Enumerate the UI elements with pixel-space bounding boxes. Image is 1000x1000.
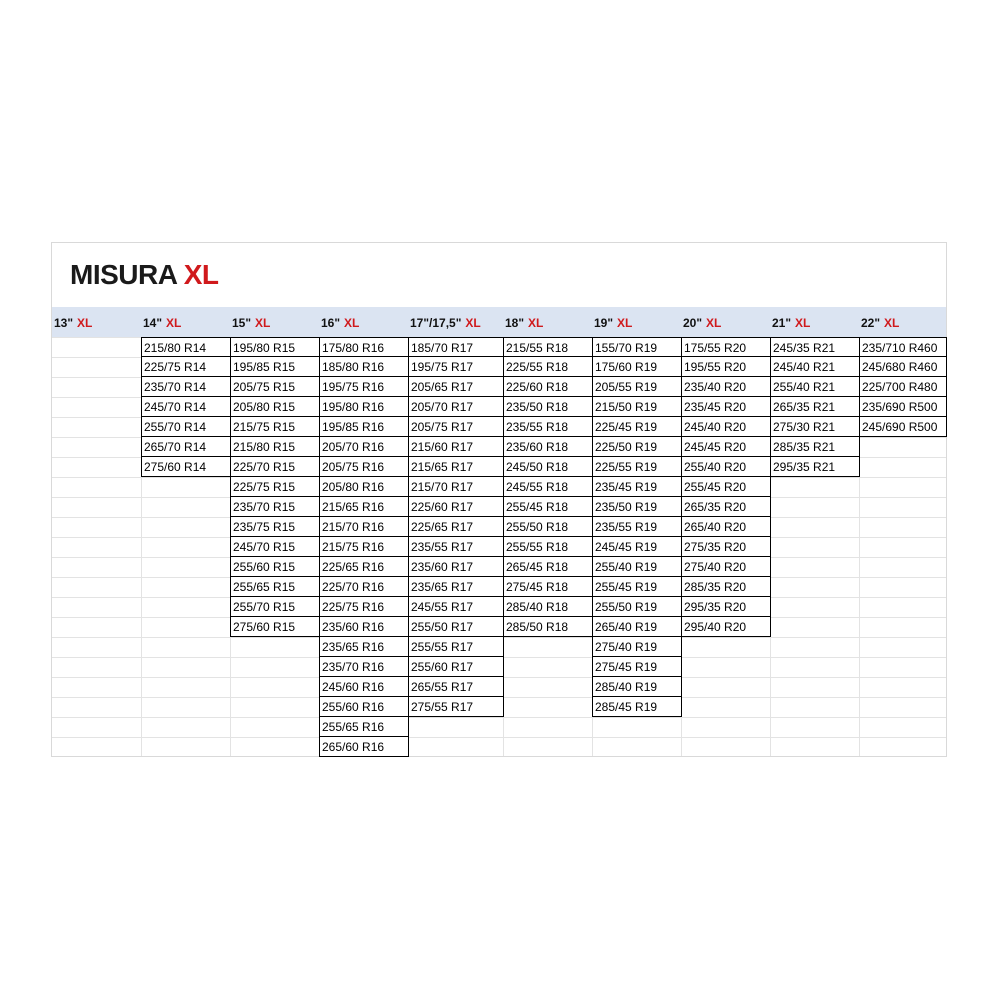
tire-size-cell: 215/80 R14 [141,337,231,357]
tire-size-cell: 155/70 R19 [592,337,682,357]
tire-size-cell: 175/80 R16 [319,337,409,357]
tire-size-cell: 265/55 R17 [408,677,504,697]
size-table-sheet [51,242,947,757]
column-header-row [52,307,946,337]
tire-size-cell: 185/80 R16 [319,357,409,377]
column-header [408,307,505,337]
tire-size-cell: 295/35 R21 [770,457,860,477]
tire-size-cell: 245/55 R17 [408,597,504,617]
tire-size-cell: 195/85 R16 [319,417,409,437]
tire-size-cell: 245/50 R18 [503,457,593,477]
column-header-label: 20" [683,316,703,330]
tire-size-cell: 205/80 R15 [230,397,320,417]
tire-size-cell: 225/70 R15 [230,457,320,477]
tire-size-cell: 245/70 R15 [230,537,320,557]
tire-size-cell: 265/60 R16 [319,737,409,757]
tire-size-cell: 185/70 R17 [408,337,504,357]
tire-size-cell: 255/45 R19 [592,577,682,597]
tire-size-cell: 195/80 R15 [230,337,320,357]
column-header-label: 21" [772,316,792,330]
column-header-xl-tag: XL [528,316,544,330]
tire-size-cell: 255/40 R20 [681,457,771,477]
tire-size-cell: 285/35 R21 [770,437,860,457]
tire-size-cell: 285/40 R19 [592,677,682,697]
tire-size-cell: 195/80 R16 [319,397,409,417]
tire-size-cell: 225/45 R19 [592,417,682,437]
column-header [52,307,143,337]
tire-size-cell: 255/70 R14 [141,417,231,437]
tire-size-cell: 255/40 R19 [592,557,682,577]
tire-size-cell: 195/75 R16 [319,377,409,397]
tire-size-cell: 235/70 R15 [230,497,320,517]
tire-size-cell: 205/70 R16 [319,437,409,457]
tire-size-cell: 235/60 R17 [408,557,504,577]
tire-size-cell: 275/40 R19 [592,637,682,657]
tire-size-cell: 235/70 R14 [141,377,231,397]
tire-size-cell: 235/40 R20 [681,377,771,397]
tire-size-cell: 205/55 R19 [592,377,682,397]
tire-size-cell: 225/75 R14 [141,357,231,377]
tire-size-cell: 225/50 R19 [592,437,682,457]
tire-size-cell: 195/75 R17 [408,357,504,377]
tire-size-cell: 285/45 R19 [592,697,682,717]
column-header-xl-tag: XL [465,316,481,330]
tire-size-cell: 225/60 R18 [503,377,593,397]
tire-size-cell: 275/40 R20 [681,557,771,577]
column-header-label: 16" [321,316,341,330]
column-header-xl-tag: XL [77,316,93,330]
column-header [230,307,321,337]
tire-size-cell: 235/55 R19 [592,517,682,537]
column-header [592,307,683,337]
tire-size-cell: 225/65 R16 [319,557,409,577]
tire-size-cell: 275/30 R21 [770,417,860,437]
column-header-label: 14" [143,316,163,330]
tire-size-cell: 215/70 R16 [319,517,409,537]
tire-size-cell: 275/60 R14 [141,457,231,477]
tire-size-cell: 245/55 R18 [503,477,593,497]
tire-size-cell: 255/50 R17 [408,617,504,637]
tire-size-cell: 235/75 R15 [230,517,320,537]
tire-size-cell: 265/40 R20 [681,517,771,537]
tire-size-cell: 215/70 R17 [408,477,504,497]
tire-size-cell: 215/80 R15 [230,437,320,457]
tire-size-cell: 255/45 R20 [681,477,771,497]
tire-size-cell: 255/55 R18 [503,537,593,557]
tire-size-cell: 225/75 R15 [230,477,320,497]
tire-size-cell: 255/65 R16 [319,717,409,737]
tire-size-cell: 265/45 R18 [503,557,593,577]
tire-size-cell: 225/65 R17 [408,517,504,537]
tire-size-cell: 215/75 R16 [319,537,409,557]
column-header [319,307,410,337]
tire-size-cell: 235/45 R20 [681,397,771,417]
tire-size-cell: 235/70 R16 [319,657,409,677]
tire-size-cell: 255/60 R15 [230,557,320,577]
tire-size-cell: 275/35 R20 [681,537,771,557]
tire-size-cell: 205/75 R17 [408,417,504,437]
tire-size-cell: 265/35 R21 [770,397,860,417]
tire-size-cell: 285/40 R18 [503,597,593,617]
tire-size-cell: 225/700 R480 [859,377,947,397]
tire-size-cell: 235/50 R19 [592,497,682,517]
tire-size-cell: 295/40 R20 [681,617,771,637]
tire-size-cell: 265/70 R14 [141,437,231,457]
column-header-xl-tag: XL [344,316,360,330]
tire-size-cell: 215/50 R19 [592,397,682,417]
tire-size-cell: 225/75 R16 [319,597,409,617]
tire-size-cell: 255/65 R15 [230,577,320,597]
tire-size-cell: 255/50 R18 [503,517,593,537]
column-header-xl-tag: XL [617,316,633,330]
title-accent: XL [183,259,219,290]
column-header-label: 18" [505,316,525,330]
title-main: MISURA [70,259,177,290]
tire-size-cell: 235/45 R19 [592,477,682,497]
column-header-xl-tag: XL [166,316,182,330]
tire-size-cell: 235/55 R17 [408,537,504,557]
column-header-label: 15" [232,316,252,330]
tire-size-cell: 215/75 R15 [230,417,320,437]
tire-size-cell: 205/65 R17 [408,377,504,397]
tire-size-cell: 215/60 R17 [408,437,504,457]
tire-size-cell: 205/80 R16 [319,477,409,497]
tire-size-cell: 265/40 R19 [592,617,682,637]
tire-size-cell: 205/75 R15 [230,377,320,397]
column-header [681,307,772,337]
tire-size-cell: 265/35 R20 [681,497,771,517]
tire-size-cell: 175/60 R19 [592,357,682,377]
tire-size-cell: 295/35 R20 [681,597,771,617]
column-header-xl-tag: XL [884,316,900,330]
tire-size-cell: 195/55 R20 [681,357,771,377]
tire-size-cell: 235/65 R16 [319,637,409,657]
tire-size-cell: 245/40 R21 [770,357,860,377]
tire-size-cell: 235/710 R460 [859,337,947,357]
tire-size-cell: 215/55 R18 [503,337,593,357]
tire-size-cell: 235/60 R16 [319,617,409,637]
tire-size-cell: 175/55 R20 [681,337,771,357]
column-header-label: 17"/17,5" [410,316,462,330]
tire-size-cell: 245/60 R16 [319,677,409,697]
column-header [770,307,861,337]
tire-size-cell: 285/50 R18 [503,617,593,637]
column-header-xl-tag: XL [795,316,811,330]
tire-size-cell: 255/60 R17 [408,657,504,677]
tire-size-cell: 285/35 R20 [681,577,771,597]
column-header-label: 19" [594,316,614,330]
column-header-xl-tag: XL [255,316,271,330]
page-title [70,259,218,291]
tire-size-cell: 245/680 R460 [859,357,947,377]
tire-size-cell: 255/70 R15 [230,597,320,617]
tire-size-cell: 205/70 R17 [408,397,504,417]
tire-size-cell: 215/65 R16 [319,497,409,517]
column-header-label: 22" [861,316,881,330]
tire-size-cell: 215/65 R17 [408,457,504,477]
tire-size-cell: 235/50 R18 [503,397,593,417]
tire-size-cell: 275/60 R15 [230,617,320,637]
tire-size-cell: 235/60 R18 [503,437,593,457]
tire-size-cell: 225/55 R18 [503,357,593,377]
column-header-xl-tag: XL [706,316,722,330]
tire-size-cell: 235/55 R18 [503,417,593,437]
tire-size-cell: 245/690 R500 [859,417,947,437]
tire-size-cell: 245/35 R21 [770,337,860,357]
tire-size-cell: 255/50 R19 [592,597,682,617]
column-header-label: 13" [54,316,74,330]
tire-size-cell: 245/40 R20 [681,417,771,437]
tire-size-cell: 255/60 R16 [319,697,409,717]
tire-size-cell: 245/45 R19 [592,537,682,557]
tire-size-cell: 235/65 R17 [408,577,504,597]
tire-size-cell: 255/40 R21 [770,377,860,397]
tire-size-cell: 235/690 R500 [859,397,947,417]
tire-size-cell: 195/85 R15 [230,357,320,377]
column-header [859,307,948,337]
tire-size-cell: 205/75 R16 [319,457,409,477]
tire-size-cell: 255/55 R17 [408,637,504,657]
tire-size-cell: 245/70 R14 [141,397,231,417]
tire-size-cell: 245/45 R20 [681,437,771,457]
tire-size-cell: 275/55 R17 [408,697,504,717]
column-header [141,307,232,337]
tire-size-cell: 225/55 R19 [592,457,682,477]
tire-size-cell: 275/45 R18 [503,577,593,597]
tire-size-cell: 275/45 R19 [592,657,682,677]
tire-size-cell: 255/45 R18 [503,497,593,517]
tire-size-cell: 225/70 R16 [319,577,409,597]
column-header [503,307,594,337]
tire-size-cell: 225/60 R17 [408,497,504,517]
